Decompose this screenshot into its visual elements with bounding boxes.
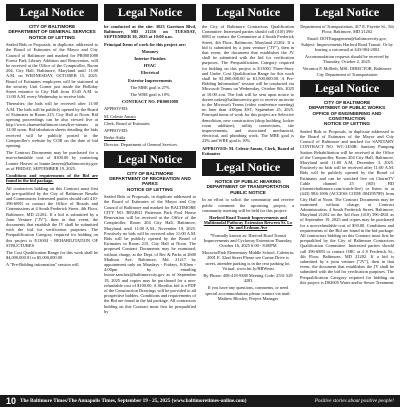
column-4 xyxy=(300,4,394,392)
notice-paragraph: Department of Transportation, 417 E. Fayette St., 5th Floor, Baltimore, MD 21202 xyxy=(300,24,394,35)
tagline: Positive stories about positive people! xyxy=(314,398,394,404)
notice-paragraph: Sealed Bids or Proposals, in duplicate, addressed to the Board of Estimates of the Mayor and City Council of Baltimore and marked for PR0001088 Forest Park Library Addition and Renovation, will be received at the Office of the Comptroller, Room 204, City Hall, Baltimore, Maryland until 11:00 A.M. on WEDNESDAY, OCTOBER 15, 2025. Board of Estimates employees will be stationed at the security Unit Corner just inside the Holliday Street entrance to City Hall from 10:45 A.M. to 11:00 A.M. every Wednesday to receive bids. xyxy=(6,42,98,100)
notice-paragraph: Accommodation requests should be received by Thursday, October 2, 2025. xyxy=(304,54,390,65)
notice-paragraph: If you have any questions, comments, or need special accommodations please contact via mail: Mathew Bloxley, Project Manager xyxy=(205,285,291,301)
notice-heading: CITY OF BALTIMORE xyxy=(323,99,371,105)
approved-label: APPROVED: xyxy=(104,106,129,112)
notice-heading: DEPARTMENT OF TRANSPORTATION PUBLIC NOTICE xyxy=(206,184,290,195)
notice-paragraph: the City of Baltimore Contractors Qualification Committee. Interested parties should call (410) 396-6883 or contact the Committee at 4 South Frederick Street, 4th Floor, Baltimore, Maryland 21202. If a bid is submitted by a joint venture ("JV"), then in that event, the document that establishes the JV shall be submitted with the bid for verification purposes. The Prequalification Category required for bidding on this project is E13001 Three-Story and Under. Cost Qualification Range for this work shall be $1,000,000.00 to $1,500,000.00. A Pre-Bidding Information" session will be conducted via Microsoft Teams on Wednesday, October 8th, 2025 at 10:00 a.m. The link will be sent upon notice to dorree.oakes@baltimorecity.gov to receive an invite to the Microsoft Teams (video conference meeting) no later than 4:00pm EST, September 25, 2025. Principal items of work for this project are Selective demolition, new construction (shop building, locker room addition), utility connections, site improvements, and associated mechanical, electrical, and plumbing work. The MBE goal is 22% and WBE goal is 10%. xyxy=(202,24,294,144)
notice-paragraph: The Contract Documents may be purchased for a non-refundable cost of $100.00 by contacting Lonnie Heaver at lonnie.heaver@baltimorecity.gov as of FRIDAY, SEPTEMBER 19, 2025. xyxy=(6,150,98,171)
column-2 xyxy=(104,4,196,392)
notice-paragraph: A "Pre-Bidding information" session will xyxy=(6,262,79,268)
notice-heading: NOTICE OF PUBLIC HEARING xyxy=(215,179,281,185)
signatory-name: M. Celeste Amato xyxy=(104,113,136,119)
work-item: Exterior Improvements xyxy=(127,77,173,83)
notice-heading: CITY OF BALTIMORE xyxy=(28,24,76,29)
approved-label: APPROVED: xyxy=(104,128,129,134)
wbe-goal: The WBE goal is 10% xyxy=(130,92,170,98)
legal-notice-banner: Legal Notice xyxy=(104,4,196,21)
approved-line: APPROVED: M. Celeste Amato, Clerk, Board of Estimates xyxy=(202,145,294,156)
signatory-name: Berke Attila xyxy=(104,135,126,141)
work-item: Electrical xyxy=(140,70,160,76)
notice-heading: NOTICE OF LETTING xyxy=(29,34,75,40)
notice-paragraph: *Formally known as: Harford Road Transit Improvements and Cyclaway Extension Thursday, October 16, 2025 6:00 - 8:00PM xyxy=(203,232,293,248)
notice-heading: CITY OF BALTIMORE xyxy=(126,170,174,176)
notice-paragraph: Thereafter, the bids will be received after 11:00 A.M. The bids will be publicly opened by the Board of Estimates in Room 215, City Hall at Noon. Bid opening proceedings can be also viewed live at http://www.charmtvbaltimore.com/live-stream at 12:00 noon. Bid tabulation sheets detailing the bids received will be publicly posted to the Comptroller's website by COB on the date of bid opening. xyxy=(6,101,98,149)
notice-paragraph: The Cost Qualification Range for this work shall be $4,000,000.01 to $5,000,000.00 xyxy=(6,249,98,261)
mbe-goal: The MBE goal is 27% xyxy=(130,84,170,90)
notice-heading: NOTICE OF LETTING xyxy=(127,186,173,192)
director-signature: Veronica P. McBeth, MSL DIRECTOR, Baltimore City Department of Transportation xyxy=(302,66,392,77)
contract-number: CONTRACT NO. PR0001088 xyxy=(121,99,179,105)
notice-heading: DEPARTMENT OF PUBLIC WORKS xyxy=(308,105,386,111)
legal-notice-banner: Legal Notice xyxy=(6,4,98,21)
work-item: HVAC xyxy=(143,63,157,69)
signatory-title: Clerk, Board of Estimates xyxy=(104,120,150,126)
work-item: Interior Finishes xyxy=(134,56,166,62)
legal-notice-banner: Legal Notice xyxy=(300,80,394,97)
notice-paragraph: Conditions and requirements of the Bid are found in the bid package. xyxy=(6,173,98,184)
legal-notice-banner: Legal Notice xyxy=(300,4,394,21)
legal-notice-banner: Legal Notice xyxy=(202,4,294,21)
notice-heading: DEPARTMENT OF RECREATION AND PARKS xyxy=(109,176,191,187)
contact-email: Email: DOTEngagement@baltimorecity.gov, Subject: Improvements Harford Road Transit. Or by leaving a voicemail at 443-984-2002 xyxy=(301,36,393,52)
work-item: Masonry xyxy=(141,48,159,54)
publication-info: The Baltimore Times/The Annapolis Times, September 19 - 25, 2025 (www.baltimoretimes-online.com) xyxy=(20,398,247,404)
notice-heading: NOTICE OF LETTING xyxy=(324,121,370,127)
notice-paragraph: All contractors bidding on this Contract must first be pre-qualified by the City of Baltimore Results and Commission. Interested parties should call 410-396-6883 or contact the Office of Boards and Commissions at 4 South Frederick Street, 4th Floor, Baltimore, MD 21202. If a bid is submitted by a Joint Venture ("JV"), then in that event, the documents that establish the JV shall be submitted with the bid for verification purposes. The Prequalification Category required for bidding on this project is E13004 - REHABILITATION OF STRUCTURES xyxy=(6,185,98,248)
signatory-title: Director, Department of General Services xyxy=(104,142,178,148)
phone-info: By Phone: 408-418-9388 Meeting Code: 2531 529 4283 xyxy=(203,272,293,284)
legal-notice-banner: Legal Notice xyxy=(104,151,196,168)
notice-heading: OFFICE OF ENGINEERING AND CONSTRUCTION xyxy=(312,110,382,122)
legal-notices-page xyxy=(6,4,394,392)
project-title: Harford Road Transit Improvements and Multimodal Pathway Extension Between St. Lo Dr. and Erdman Ave xyxy=(203,214,293,231)
legal-notice-banner: Legal Notice xyxy=(202,159,294,176)
notice-paragraph: be conducted at the site: 3023 Garrison Blvd, Baltimore, MD 21216 on TUESDAY, SEPTEMBER 30, 2025 at 10:00 a.m. xyxy=(104,24,196,40)
notice-heading: DEPARTMENT OF GENERAL SERVICES xyxy=(8,29,96,35)
page-number: 10 xyxy=(6,396,17,406)
meeting-location: Moravia/Park Elementary Middle School, Cafeteria, 2001 E. 32nd Street Please see Carine Drive is street, attendee parking is in the rear parking lot. Virtual: www.bit.ly/HRWeast xyxy=(202,250,294,271)
column-1 xyxy=(6,4,98,392)
page-footer xyxy=(0,395,400,407)
notice-paragraph: Sealed Bids or Proposals, in duplicate addressed to the Board of Estimates of the Mayor and City Council of Baltimore and marked for BALTIMORE CITY NO. RP24021 Patterson Park Pool House Renovation will be received at the Office of the Comptroller, Room 204 City Hall, Baltimore, Maryland, until 11:00 A.M., November 19, 2025. Positively no bids will be received after 11:00 A.M. Bids will be publicly opened by the Board of Estimates in Room 215, City Hall at Noon. The proposed Contract Documents may be examined, without charge, at the Dept. of Rec & Parks at 2600 Madison Ave, Baltimore, Md. 21217 by appointment only on Mondays - Fridays, 8:30am - 4:00pm by emailing leonie.sanchez@baltimorecity.gov as of September 19, 2025 and copies may be purchased for a non-refundable cost of $100.00. A Shortlist bid is a PDF of the Construction Drawings will be provided to all prospective bidders. Conditions and requirements of the Bid are found in the bid package. All contractors bidding on this Contract must first be prequalified by xyxy=(104,194,196,314)
notice-paragraph: In an effort to solicit the community and receive public comment the upcoming project, a community meeting will be held for this project: xyxy=(202,197,294,213)
notice-paragraph: Sealed Bids or Proposals, in duplicate addressed to the Board of Estimates of the Mayor and City Council of Baltimore and marked for SANITARY CONTRACT NO. WC-1450R: Sanitary Pumping Station Rehabilitation will be received at the Office of the Comptroller, Room 204 City Hall, Baltimore, Maryland until 11:00 A.M. December 3, 2025. Positively no bids will be received after 11:00 A.M. Bids will be publicly opened by the Board of Estimates and can be watched live on CharmTV Cable channel 25 (SD) HD (charmtvbaltimore.com/watch-live) or listen in at (443) 984-1696 (ACCESS CODE 084295789) from City Hall at Noon. The Contract Documents may be examined, without charge, at Contract Administration, 4 South Frederick Street, Baltimore, Maryland 21202 on the 3rd floor (410) 396-4841 as of September 19, 2025 and copies may be purchased for a non-refundable cost of $50.00. Conditions and requirements of the Bid are found in the bid package. All contractors bidding on this Contract must first be prequalified by the City of Baltimore Contractors Qualification Committee. Interested parties should call 396-6883 or contact OBC at 4 S Frederick St., 4th Floor, Baltimore, MD 21202. If a bid is submitted by a joint venture ("JV"), then in that event, the document that establishes the JV shall be submitted with the bid for verification purposes. The Prequalification Category required for bidding on this project is D02605 Water and/or Sewer Treatment xyxy=(300,128,394,285)
column-3 xyxy=(202,4,294,392)
notice-paragraph: Principal Items of work for this project are: xyxy=(104,41,187,47)
